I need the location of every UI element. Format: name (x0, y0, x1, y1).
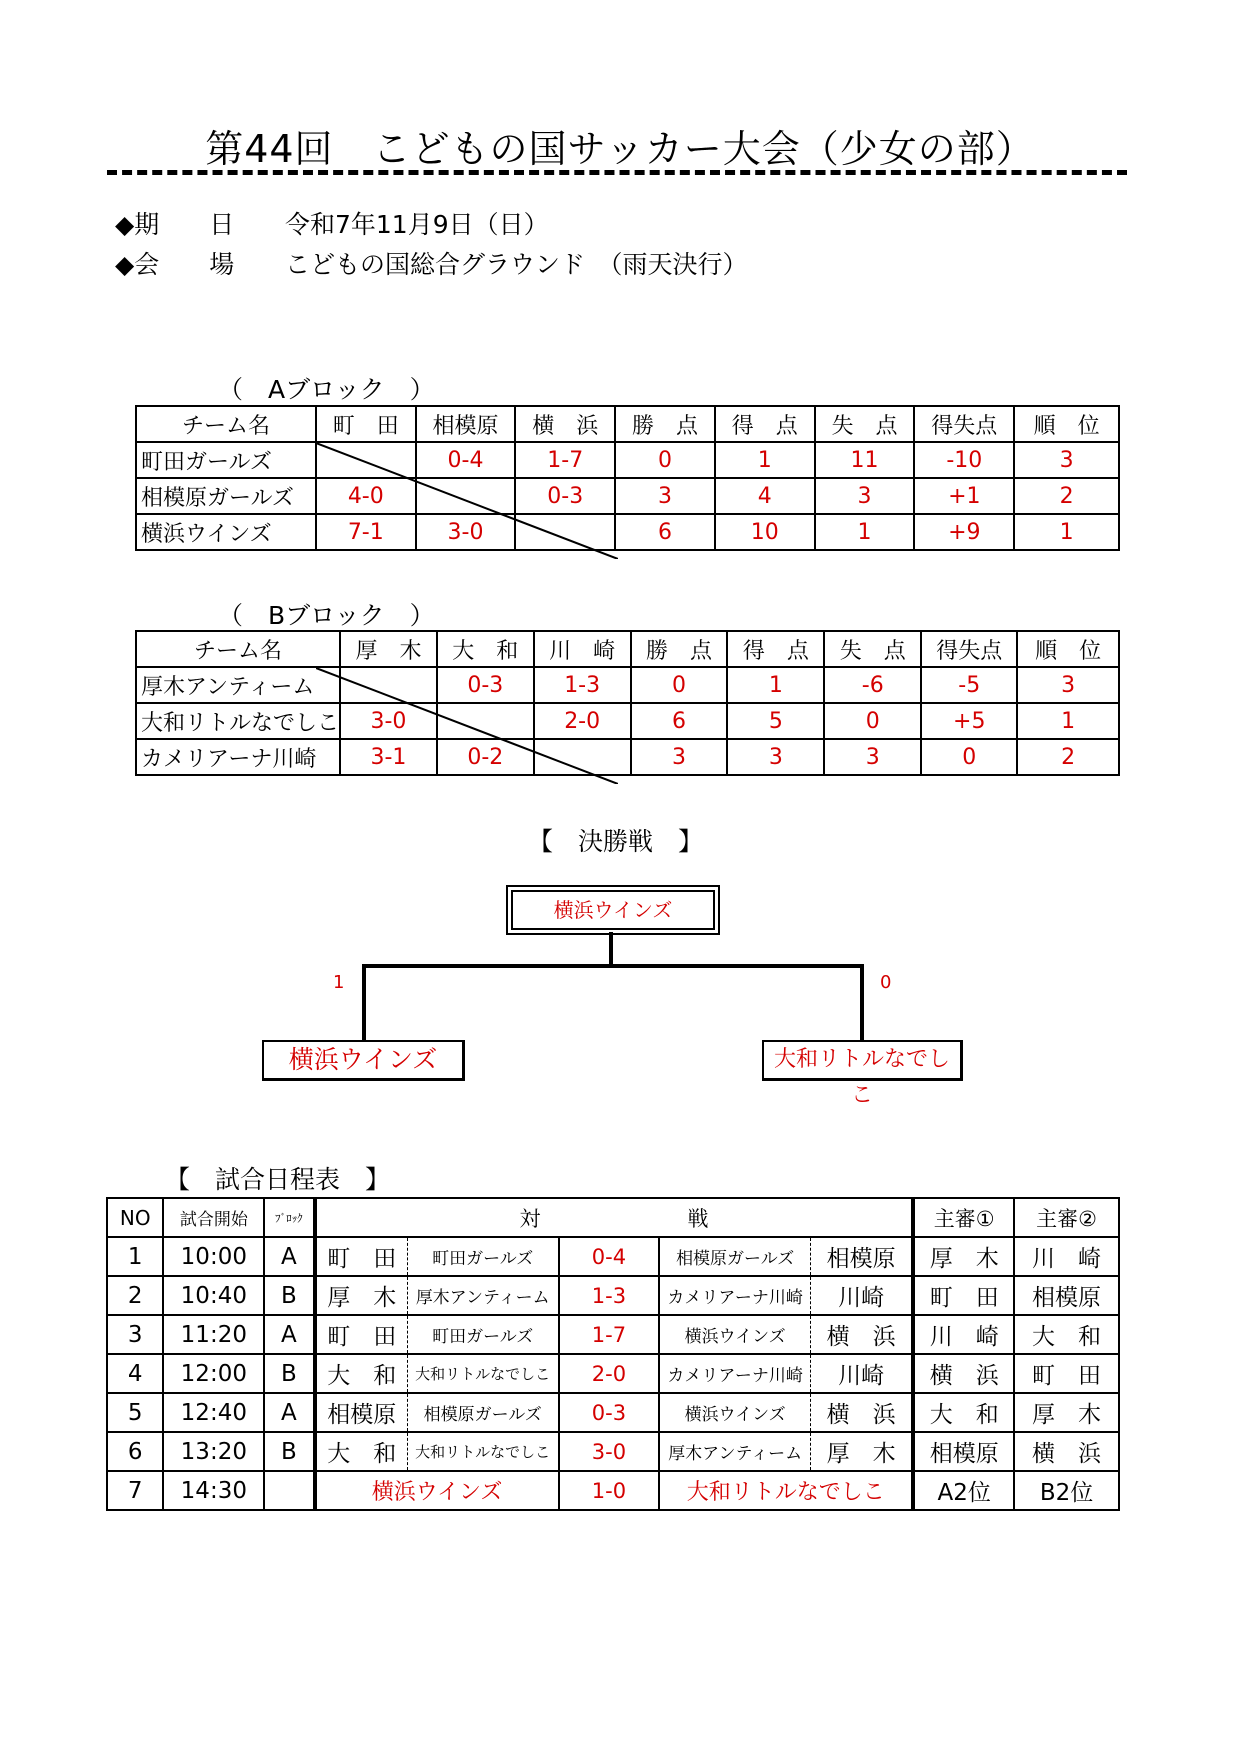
header-cell: 失 点 (815, 406, 915, 442)
block-a-title: （ Aブロック ） (218, 375, 435, 404)
home-short: 厚 木 (315, 1276, 408, 1315)
schedule-header-row (107, 1198, 1119, 1237)
header-cell: 順 位 (1014, 406, 1119, 442)
result-cell: 0-3 (437, 667, 534, 703)
result-cell: 1-3 (534, 667, 631, 703)
header-cell: NO (107, 1198, 163, 1237)
block-cell: B (264, 1276, 314, 1315)
points-cell: 6 (631, 703, 728, 739)
header-cell: 主審① (913, 1198, 1014, 1237)
goal-diff-cell: -5 (921, 667, 1017, 703)
match-score: 2-0 (559, 1354, 660, 1393)
referee-2: B2位 (1014, 1471, 1119, 1510)
home-team: 大和リトルなでしこ (407, 1354, 558, 1393)
away-short: 横 浜 (810, 1315, 913, 1354)
goals-against-cell: 3 (815, 478, 915, 514)
start-time: 10:00 (163, 1237, 264, 1276)
referee-2: 町 田 (1014, 1354, 1119, 1393)
table-row (107, 1393, 1119, 1432)
team-name: カメリアーナ川崎 (136, 739, 340, 775)
block-cell: B (264, 1354, 314, 1393)
away-team: 横浜ウインズ (659, 1315, 810, 1354)
table-row (136, 667, 1119, 703)
home-team: 町田ガールズ (407, 1237, 558, 1276)
result-cell: 2-0 (534, 703, 631, 739)
bracket-bar (362, 964, 864, 968)
home-team: 厚木アンティーム (407, 1276, 558, 1315)
match-no: 7 (107, 1471, 163, 1510)
table-row-final (107, 1471, 1119, 1510)
match-score: 3-0 (559, 1432, 660, 1471)
result-cell: 0-4 (416, 442, 516, 478)
result-cell: 3-0 (340, 703, 437, 739)
match-score: 0-4 (559, 1237, 660, 1276)
header-cell: 主審② (1014, 1198, 1119, 1237)
table-row (136, 703, 1119, 739)
header-cell: 試合開始 (163, 1198, 264, 1237)
away-team: カメリアーナ川崎 (659, 1354, 810, 1393)
referee-1: 町 田 (913, 1276, 1014, 1315)
final-right-score: 0 (880, 972, 892, 993)
result-cell: 0-3 (515, 478, 615, 514)
header-cell: 順 位 (1017, 631, 1119, 667)
bracket-stem (609, 932, 613, 966)
venue-value: こどもの国総合グラウンド （雨天決行） (285, 250, 748, 279)
header-cell: 厚 木 (340, 631, 437, 667)
header-cell: ﾌﾞﾛｯｸ (264, 1198, 314, 1237)
home-team: 相模原ガールズ (407, 1393, 558, 1432)
points-cell: 0 (615, 442, 715, 478)
header-cell: 得 点 (715, 406, 815, 442)
final-left-score: 1 (333, 972, 345, 993)
match-no: 5 (107, 1393, 163, 1432)
table-row (136, 478, 1119, 514)
team-name: 厚木アンティーム (136, 667, 340, 703)
header-cell: 勝 点 (631, 631, 728, 667)
header-cell: 相模原 (416, 406, 516, 442)
goals-for-cell: 1 (727, 667, 824, 703)
points-cell: 3 (615, 478, 715, 514)
match-no: 6 (107, 1432, 163, 1471)
referee-2: 厚 木 (1014, 1393, 1119, 1432)
referee-1: 大 和 (913, 1393, 1014, 1432)
table-row (136, 514, 1119, 550)
away-short: 川崎 (810, 1354, 913, 1393)
goals-for-cell: 4 (715, 478, 815, 514)
goal-diff-cell: +5 (921, 703, 1017, 739)
away-short: 川崎 (810, 1276, 913, 1315)
match-no: 4 (107, 1354, 163, 1393)
result-cell: 3-0 (416, 514, 516, 550)
title-dashed-rule (107, 170, 1127, 175)
home-team: 町田ガールズ (407, 1315, 558, 1354)
date-value: 令和7年11月9日（日） (285, 210, 549, 239)
date-line (115, 205, 549, 241)
referee-2: 川 崎 (1014, 1237, 1119, 1276)
referee-1: A2位 (913, 1471, 1014, 1510)
result-cell: 4-0 (316, 478, 416, 514)
goals-for-cell: 10 (715, 514, 815, 550)
match-score: 0-3 (559, 1393, 660, 1432)
away-team: カメリアーナ川崎 (659, 1276, 810, 1315)
bracket-right-leg (860, 964, 864, 1042)
points-cell: 0 (631, 667, 728, 703)
start-time: 12:40 (163, 1393, 264, 1432)
table-row (107, 1432, 1119, 1471)
referee-2: 相模原 (1014, 1276, 1119, 1315)
match-no: 2 (107, 1276, 163, 1315)
venue-line (115, 245, 748, 281)
home-short: 町 田 (315, 1237, 408, 1276)
block-b-header-row (136, 631, 1119, 667)
referee-1: 相模原 (913, 1432, 1014, 1471)
block-cell (264, 1471, 314, 1510)
block-a-table (135, 405, 1120, 551)
header-cell: チーム名 (136, 631, 340, 667)
block-a-diagonal-line (316, 443, 618, 559)
referee-2: 大 和 (1014, 1315, 1119, 1354)
goals-against-cell: 3 (824, 739, 921, 775)
header-cell: 失 点 (824, 631, 921, 667)
result-cell: 3-1 (340, 739, 437, 775)
start-time: 12:00 (163, 1354, 264, 1393)
header-cell: 得失点 (914, 406, 1014, 442)
table-row (107, 1354, 1119, 1393)
header-cell: 勝 点 (615, 406, 715, 442)
team-name: 町田ガールズ (136, 442, 316, 478)
referee-1: 厚 木 (913, 1237, 1014, 1276)
block-b-table (135, 630, 1120, 776)
venue-label: ◆会 場 (115, 250, 235, 279)
match-score: 1-0 (559, 1471, 660, 1510)
header-cell: 町 田 (316, 406, 416, 442)
goals-against-cell: 0 (824, 703, 921, 739)
away-short: 横 浜 (810, 1393, 913, 1432)
block-cell: B (264, 1432, 314, 1471)
page-title: 第44回 こどもの国サッカー大会（少女の部） (205, 127, 1035, 171)
home-short: 大 和 (315, 1354, 408, 1393)
away-team: 大和リトルなでしこ (659, 1471, 913, 1510)
block-b-diagonal-line (316, 668, 618, 784)
rank-cell: 3 (1014, 442, 1119, 478)
start-time: 10:40 (163, 1276, 264, 1315)
goal-diff-cell: -10 (914, 442, 1014, 478)
referee-1: 川 崎 (913, 1315, 1014, 1354)
referee-2: 横 浜 (1014, 1432, 1119, 1471)
header-cell: 川 崎 (534, 631, 631, 667)
home-short: 大 和 (315, 1432, 408, 1471)
start-time: 11:20 (163, 1315, 264, 1354)
goal-diff-cell: +1 (914, 478, 1014, 514)
home-team: 横浜ウインズ (315, 1471, 559, 1510)
goals-for-cell: 5 (727, 703, 824, 739)
rank-cell: 1 (1014, 514, 1119, 550)
home-short: 相模原 (315, 1393, 408, 1432)
rank-cell: 1 (1017, 703, 1119, 739)
schedule-title: 【 試合日程表 】 (165, 1165, 391, 1194)
start-time: 13:20 (163, 1432, 264, 1471)
table-row (136, 739, 1119, 775)
away-short: 厚 木 (810, 1432, 913, 1471)
bracket-left-leg (362, 964, 366, 1042)
result-cell: 7-1 (316, 514, 416, 550)
match-no: 1 (107, 1237, 163, 1276)
match-score: 1-3 (559, 1276, 660, 1315)
header-cell: 対 戦 (315, 1198, 914, 1237)
final-right-team-box: 大和リトルなでしこ (762, 1040, 963, 1081)
home-short: 町 田 (315, 1315, 408, 1354)
rank-cell: 2 (1017, 739, 1119, 775)
goal-diff-cell: +9 (914, 514, 1014, 550)
start-time: 14:30 (163, 1471, 264, 1510)
block-a-header-row (136, 406, 1119, 442)
result-cell: 0-2 (437, 739, 534, 775)
goal-diff-cell: 0 (921, 739, 1017, 775)
table-row (107, 1276, 1119, 1315)
away-team: 横浜ウインズ (659, 1393, 810, 1432)
match-no: 3 (107, 1315, 163, 1354)
final-winner-box: 横浜ウインズ (511, 890, 715, 930)
goals-against-cell: 1 (815, 514, 915, 550)
final-title: 【 決勝戦 】 (528, 827, 704, 856)
final-left-team-box: 横浜ウインズ (262, 1040, 465, 1081)
table-row (107, 1315, 1119, 1354)
referee-1: 横 浜 (913, 1354, 1014, 1393)
table-row (136, 442, 1119, 478)
away-team: 厚木アンティーム (659, 1432, 810, 1471)
points-cell: 6 (615, 514, 715, 550)
rank-cell: 2 (1014, 478, 1119, 514)
schedule-table (106, 1197, 1120, 1511)
team-name: 相模原ガールズ (136, 478, 316, 514)
block-cell: A (264, 1237, 314, 1276)
result-cell: 1-7 (515, 442, 615, 478)
header-cell: チーム名 (136, 406, 316, 442)
header-cell: 得失点 (921, 631, 1017, 667)
rank-cell: 3 (1017, 667, 1119, 703)
block-b-title: （ Bブロック ） (218, 601, 435, 630)
date-label: ◆期 日 (115, 210, 235, 239)
goals-for-cell: 1 (715, 442, 815, 478)
goals-against-cell: -6 (824, 667, 921, 703)
away-short: 相模原 (810, 1237, 913, 1276)
away-team: 相模原ガールズ (659, 1237, 810, 1276)
block-cell: A (264, 1315, 314, 1354)
header-cell: 横 浜 (515, 406, 615, 442)
points-cell: 3 (631, 739, 728, 775)
goals-against-cell: 11 (815, 442, 915, 478)
table-row (107, 1237, 1119, 1276)
block-cell: A (264, 1393, 314, 1432)
home-team: 大和リトルなでしこ (407, 1432, 558, 1471)
header-cell: 大 和 (437, 631, 534, 667)
match-score: 1-7 (559, 1315, 660, 1354)
team-name: 大和リトルなでしこ (136, 703, 340, 739)
goals-for-cell: 3 (727, 739, 824, 775)
header-cell: 得 点 (727, 631, 824, 667)
team-name: 横浜ウインズ (136, 514, 316, 550)
